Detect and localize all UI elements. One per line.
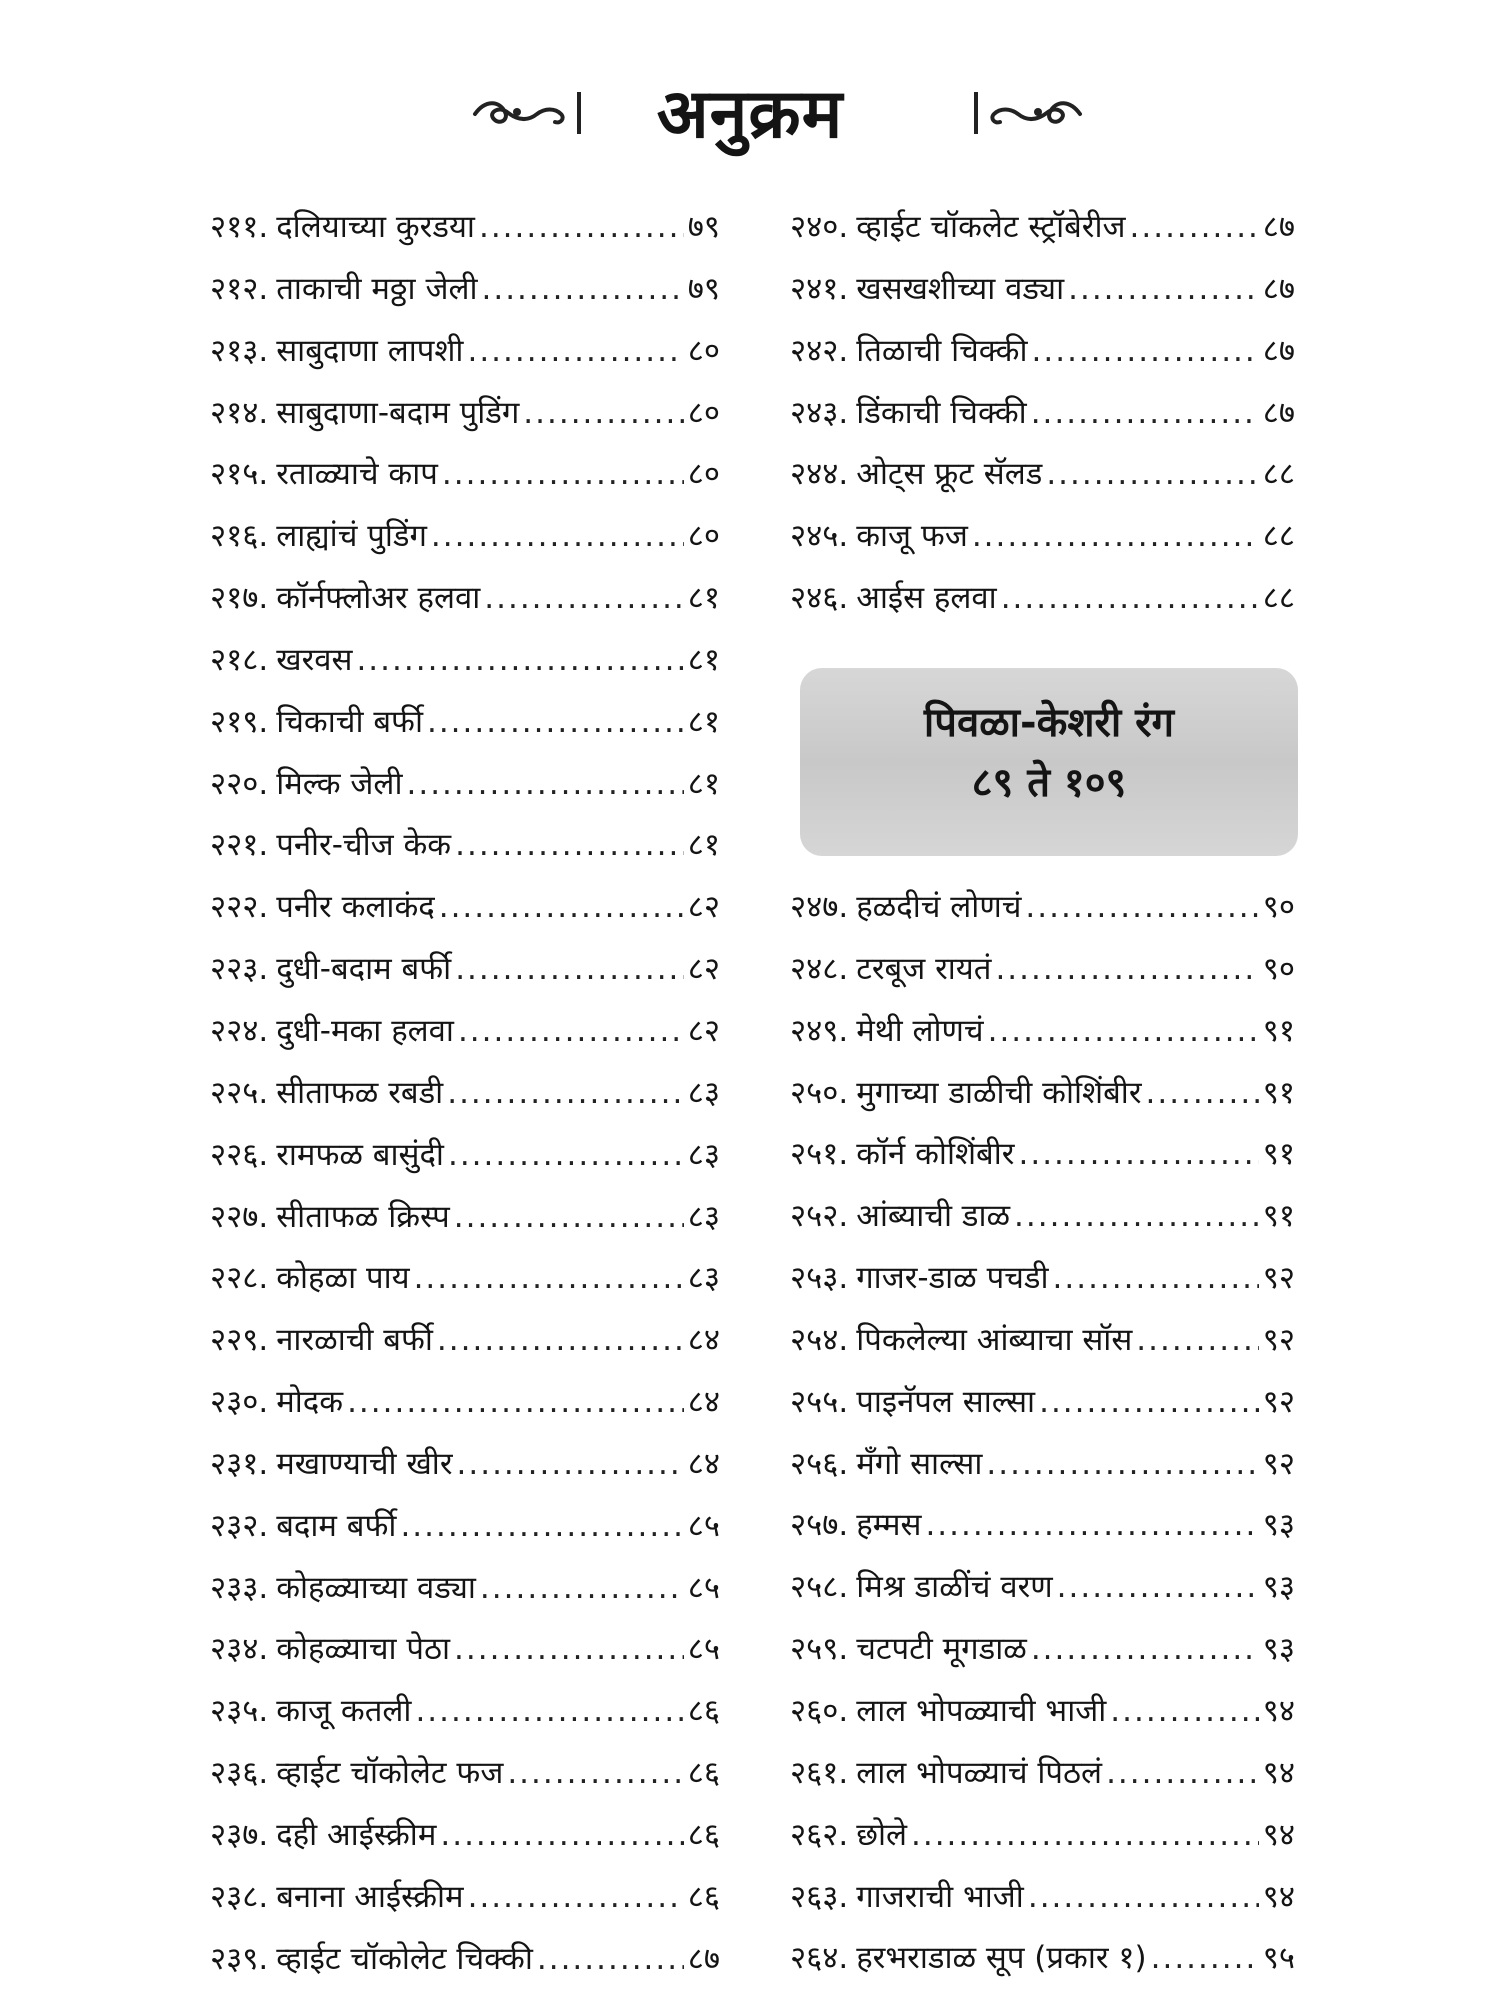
entry-page-number: ८० — [687, 456, 720, 493]
entry-title: काजू कतली — [276, 1693, 412, 1730]
dot-leader — [1046, 456, 1258, 492]
toc-entry — [790, 885, 1295, 947]
entry-number: २३७. — [210, 1816, 269, 1853]
entry-title: पनीर कलाकंद — [276, 889, 435, 926]
dot-leader — [1136, 1322, 1258, 1358]
toc-entry — [210, 885, 720, 947]
entry-number: २२३. — [210, 951, 269, 988]
dot-leader — [406, 766, 683, 802]
toc-entry — [790, 1503, 1295, 1565]
entry-page-number: ९१ — [1262, 1074, 1295, 1111]
dot-leader — [400, 1508, 683, 1544]
entry-page-number: ९० — [1262, 889, 1295, 925]
toc-entry — [790, 1009, 1295, 1071]
entry-page-number: ८३ — [687, 1198, 720, 1235]
toc-entry — [790, 514, 1295, 576]
entry-page-number: ८४ — [687, 1384, 720, 1421]
entry-number: २२४. — [210, 1012, 269, 1049]
dot-leader — [1025, 889, 1258, 925]
entry-number: २४८. — [790, 950, 849, 987]
entry-title: डिंकाची चिक्की — [856, 394, 1027, 431]
toc-entry — [210, 1256, 720, 1318]
toc-entry — [790, 452, 1295, 514]
toc-entry — [790, 1751, 1295, 1813]
entry-number: २३२. — [210, 1507, 269, 1544]
entry-title: कॉर्नफ्लोअर हलवा — [276, 580, 481, 617]
toc-entry — [210, 391, 720, 453]
toc-entry — [790, 1689, 1295, 1751]
entry-number: २३३. — [210, 1569, 269, 1606]
entry-page-number: ८६ — [687, 1755, 720, 1792]
entry-title: दलियाच्या कुरडया — [276, 209, 475, 245]
dot-leader — [467, 333, 683, 369]
entry-title: ओट्स फ्रूट सॅलड — [856, 456, 1043, 493]
dot-leader — [437, 1322, 684, 1358]
dot-leader — [482, 271, 684, 307]
dot-leader — [1031, 1631, 1259, 1667]
entry-number: २४३. — [790, 394, 849, 431]
toc-entry — [790, 1936, 1295, 1998]
entry-number: २११. — [210, 209, 269, 245]
entry-title: मिल्क जेली — [276, 765, 403, 802]
entry-title: कोहळ्याच्या वड्या — [276, 1569, 476, 1606]
left-ornament-icon — [465, 82, 585, 142]
left-column — [210, 205, 720, 1998]
toc-entry — [790, 1442, 1295, 1504]
dot-leader — [1110, 1693, 1258, 1729]
toc-entry — [790, 329, 1295, 391]
dot-leader — [972, 518, 1259, 554]
entry-title: सीताफळ रबडी — [276, 1074, 444, 1111]
entry-number: २२८. — [210, 1260, 269, 1297]
entry-title: मेथी लोणचं — [856, 1012, 984, 1049]
dot-leader — [988, 1013, 1259, 1049]
entry-page-number: ८८ — [1262, 518, 1295, 555]
toc-entry — [790, 1318, 1295, 1380]
dot-leader — [1053, 1260, 1259, 1296]
entry-title: बदाम बर्फी — [276, 1507, 397, 1544]
toc-entry — [210, 1751, 720, 1813]
entry-title: आईस हलवा — [856, 580, 997, 617]
entry-title: हम्मस — [856, 1507, 922, 1544]
dot-leader — [479, 209, 684, 245]
toc-entry — [790, 205, 1295, 267]
dot-leader — [1014, 1198, 1259, 1234]
entry-number: २४९. — [790, 1012, 849, 1049]
toc-entry — [210, 1195, 720, 1257]
entry-number: २६१. — [790, 1754, 849, 1791]
entry-page-number: ९४ — [1262, 1816, 1295, 1853]
dot-leader — [1032, 333, 1259, 369]
entry-number: २६४. — [790, 1940, 849, 1977]
entry-number: २५१. — [790, 1136, 849, 1173]
entry-number: २२२. — [210, 889, 269, 926]
entry-number: २५९. — [790, 1631, 849, 1668]
toc-entry — [210, 1133, 720, 1195]
entry-title: टरबूज रायतं — [856, 950, 992, 987]
right-column-top — [790, 205, 1295, 638]
entry-number: २२६. — [210, 1136, 269, 1173]
entry-page-number: ८२ — [687, 951, 720, 988]
entry-page-number: ८४ — [687, 1322, 720, 1359]
entry-page-number: ८१ — [687, 827, 720, 864]
entry-title: साबुदाणा-बदाम पुडिंग — [276, 394, 520, 431]
toc-entry — [210, 1627, 720, 1689]
entry-page-number: ८० — [687, 518, 720, 555]
entry-number: २१४. — [210, 394, 269, 431]
toc-entry — [210, 576, 720, 638]
entry-number: २३५. — [210, 1693, 269, 1730]
entry-page-number: ८६ — [687, 1878, 720, 1915]
dot-leader — [468, 1879, 684, 1915]
entry-page-number: ८८ — [1262, 456, 1295, 493]
toc-entry — [790, 267, 1295, 329]
entry-number: २५८. — [790, 1569, 849, 1606]
entry-page-number: ९० — [1262, 950, 1295, 987]
entry-title: चिकाची बर्फी — [276, 703, 423, 740]
entry-number: २५६. — [790, 1445, 849, 1482]
entry-number: २४४. — [790, 456, 849, 493]
entry-title: साबुदाणा लापशी — [276, 332, 464, 369]
toc-entry — [210, 1504, 720, 1566]
entry-page-number: ८६ — [687, 1816, 720, 1853]
dot-leader — [447, 1075, 684, 1111]
entry-number: २३८. — [210, 1878, 269, 1915]
entry-page-number: ८६ — [687, 1693, 720, 1730]
dot-leader — [484, 580, 683, 616]
entry-page-number: ९५ — [1262, 1940, 1295, 1977]
toc-entry — [210, 1813, 720, 1875]
entry-page-number: ९१ — [1262, 1198, 1295, 1235]
toc-entry — [790, 576, 1295, 638]
entry-title: मखाण्याची खीर — [276, 1445, 453, 1482]
entry-title: गाजराची भाजी — [856, 1878, 1024, 1915]
dot-leader — [1068, 271, 1259, 307]
dot-leader — [1057, 1569, 1259, 1605]
entry-page-number: ९३ — [1262, 1507, 1295, 1544]
entry-page-number: ९२ — [1262, 1445, 1295, 1482]
dot-leader — [448, 1137, 684, 1173]
entry-page-number: ८३ — [687, 1260, 720, 1297]
toc-entry — [210, 1442, 720, 1504]
entry-number: २१५. — [210, 456, 269, 493]
entry-number: २५५. — [790, 1383, 849, 1420]
entry-page-number: ८२ — [687, 1012, 720, 1049]
entry-title: पाइनॅपल साल्सा — [856, 1383, 1036, 1420]
entry-title: सीताफळ क्रिस्प — [276, 1198, 450, 1235]
entry-title: व्हाईट चॉकलेट स्ट्रॉबेरीज — [856, 209, 1126, 245]
entry-page-number: ८७ — [1262, 332, 1295, 369]
entry-number: २४०. — [790, 209, 849, 245]
entry-number: २२०. — [210, 765, 269, 802]
dot-leader — [442, 456, 684, 492]
entry-page-number: ९३ — [1262, 1631, 1295, 1668]
dot-leader — [537, 1941, 684, 1977]
right-ornament-icon — [970, 82, 1090, 142]
entry-number: २२९. — [210, 1322, 269, 1359]
entry-page-number: ८० — [687, 394, 720, 431]
toc-entry — [210, 514, 720, 576]
entry-title: काजू फज — [856, 518, 968, 555]
dot-leader — [1130, 209, 1259, 245]
dot-leader — [911, 1817, 1259, 1853]
entry-page-number: ८१ — [687, 641, 720, 678]
dot-leader — [1146, 1075, 1259, 1111]
entry-title: मिश्र डाळींचं वरण — [856, 1569, 1053, 1606]
dot-leader — [523, 395, 683, 431]
entry-title: मोदक — [276, 1384, 344, 1421]
toc-entry — [210, 1689, 720, 1751]
entry-page-number: ८४ — [687, 1445, 720, 1482]
entry-title: मुगाच्या डाळीची कोशिंबीर — [856, 1074, 1142, 1111]
entry-page-number: ९४ — [1262, 1878, 1295, 1915]
toc-entry — [210, 205, 720, 267]
entry-page-number: ९४ — [1262, 1692, 1295, 1729]
dot-leader — [431, 518, 684, 554]
entry-page-number: ९४ — [1262, 1754, 1295, 1791]
entry-number: २४५. — [790, 518, 849, 555]
entry-number: २३१. — [210, 1445, 269, 1482]
entry-number: २२१. — [210, 827, 269, 864]
page-title: अनुक्रम — [656, 75, 844, 154]
dot-leader — [986, 1446, 1258, 1482]
entry-number: २६०. — [790, 1692, 849, 1729]
dot-leader — [1001, 580, 1259, 616]
entry-page-number: ९२ — [1262, 1383, 1295, 1420]
dot-leader — [455, 827, 684, 863]
toc-entry — [210, 1009, 720, 1071]
toc-entry — [210, 1937, 720, 1999]
entry-page-number: ७९ — [687, 209, 720, 245]
entry-number: २३४. — [210, 1631, 269, 1668]
entry-title: पनीर-चीज केक — [276, 827, 452, 864]
toc-entry — [790, 1875, 1295, 1937]
section-page-range: ८९ ते १०९ — [971, 760, 1127, 806]
toc-entry — [790, 1380, 1295, 1442]
entry-title: दुधी-मका हलवा — [276, 1012, 454, 1049]
dot-leader — [925, 1507, 1258, 1543]
entry-number: २५४. — [790, 1321, 849, 1358]
toc-entry — [790, 1813, 1295, 1875]
entry-title: चटपटी मूगडाळ — [856, 1631, 1027, 1668]
entry-title: बनाना आईस्क्रीम — [276, 1878, 464, 1915]
toc-entry — [790, 1071, 1295, 1133]
toc-entry — [210, 1380, 720, 1442]
toc-entry — [210, 1566, 720, 1628]
entry-page-number: ९२ — [1262, 1260, 1295, 1297]
entry-title: लाल भोपळ्याचं पिठलं — [856, 1754, 1103, 1791]
entry-title: हळदीचं लोणचं — [856, 889, 1022, 925]
entry-title: लाल भोपळ्याची भाजी — [856, 1692, 1107, 1729]
toc-entry — [790, 1565, 1295, 1627]
dot-leader — [995, 951, 1258, 987]
dot-leader — [414, 1260, 684, 1296]
page-header — [0, 60, 1500, 170]
dot-leader — [454, 1631, 684, 1667]
entry-title: गाजर-डाळ पचडी — [856, 1260, 1049, 1297]
toc-entry — [210, 452, 720, 514]
entry-page-number: ९३ — [1262, 1569, 1295, 1606]
section-title: पिवळा-केशरी रंग — [923, 700, 1175, 746]
toc-entry — [210, 638, 720, 700]
entry-number: २३९. — [210, 1940, 269, 1977]
entry-title: ताकाची मठ्ठा जेली — [276, 270, 478, 307]
entry-title: दही आईस्क्रीम — [276, 1816, 437, 1853]
dot-leader — [1106, 1755, 1259, 1791]
section-heading-box — [800, 668, 1298, 856]
entry-number: २१३. — [210, 332, 269, 369]
toc-entry — [790, 947, 1295, 1009]
toc-entry — [210, 700, 720, 762]
dot-leader — [480, 1570, 684, 1606]
dot-leader — [1151, 1940, 1259, 1976]
entry-number: २४१. — [790, 270, 849, 307]
entry-page-number: ८३ — [687, 1136, 720, 1173]
entry-number: २१२. — [210, 270, 269, 307]
toc-entry — [790, 1132, 1295, 1194]
entry-number: २५७. — [790, 1507, 849, 1544]
entry-page-number: ८५ — [687, 1631, 720, 1668]
entry-number: २३०. — [210, 1384, 269, 1421]
entry-title: हरभराडाळ सूप (प्रकार १) — [856, 1940, 1147, 1977]
entry-page-number: ८७ — [1262, 209, 1295, 245]
toc-entry — [790, 1256, 1295, 1318]
toc-entry — [790, 391, 1295, 453]
entry-title: तिळाची चिक्की — [856, 332, 1028, 369]
entry-number: २१६. — [210, 518, 269, 555]
entry-page-number: ८५ — [687, 1569, 720, 1606]
dot-leader — [457, 1446, 684, 1482]
toc-entry — [790, 1627, 1295, 1689]
entry-number: २४७. — [790, 889, 849, 925]
entry-title: व्हाईट चॉकोलेट चिक्की — [276, 1940, 533, 1977]
entry-number: २१८. — [210, 641, 269, 678]
toc-entry — [210, 1875, 720, 1937]
entry-title: आंब्याची डाळ — [856, 1198, 1011, 1235]
entry-title: खसखशीच्या वड्या — [856, 270, 1065, 307]
dot-leader — [427, 704, 684, 740]
entry-title: छोले — [856, 1816, 907, 1853]
entry-page-number: ८० — [687, 332, 720, 369]
dot-leader — [439, 889, 684, 925]
entry-title: रामफळ बासुंदी — [276, 1136, 444, 1173]
entry-title: खरवस — [276, 641, 353, 678]
dot-leader — [356, 642, 683, 678]
entry-page-number: ८८ — [1262, 580, 1295, 617]
dot-leader — [458, 1013, 684, 1049]
entry-page-number: ९२ — [1262, 1321, 1295, 1358]
entry-title: नारळाची बर्फी — [276, 1322, 433, 1359]
entry-number: २४६. — [790, 580, 849, 617]
entry-title: पिकलेल्या आंब्याचा सॉस — [856, 1321, 1133, 1358]
entry-number: २६३. — [790, 1878, 849, 1915]
right-column-bottom — [790, 885, 1295, 1998]
entry-number: २५०. — [790, 1074, 849, 1111]
entry-page-number: ८३ — [687, 1074, 720, 1111]
toc-entry — [210, 947, 720, 1009]
entry-title: कोहळा पाय — [276, 1260, 410, 1297]
entry-title: दुधी-बदाम बर्फी — [276, 951, 452, 988]
entry-page-number: ८७ — [1262, 270, 1295, 307]
entry-title: कॉर्न कोशिंबीर — [856, 1136, 1015, 1173]
dot-leader — [1028, 1879, 1259, 1915]
entry-number: २५२. — [790, 1198, 849, 1235]
entry-page-number: ९१ — [1262, 1012, 1295, 1049]
toc-entry — [210, 329, 720, 391]
entry-page-number: ८१ — [687, 703, 720, 740]
entry-page-number: ८५ — [687, 1507, 720, 1544]
entry-number: २५३. — [790, 1260, 849, 1297]
dot-leader — [415, 1693, 683, 1729]
toc-entry — [210, 762, 720, 824]
entry-number: २२७. — [210, 1198, 269, 1235]
toc-entry — [210, 267, 720, 329]
entry-page-number: ८१ — [687, 765, 720, 802]
entry-number: २६२. — [790, 1816, 849, 1853]
entry-number: २३६. — [210, 1755, 269, 1792]
entry-page-number: ८१ — [687, 580, 720, 617]
dot-leader — [455, 951, 684, 987]
entry-title: मँगो साल्सा — [856, 1445, 983, 1482]
dot-leader — [507, 1755, 683, 1791]
dot-leader — [1018, 1136, 1258, 1172]
entry-page-number: ८७ — [1262, 394, 1295, 431]
toc-entry — [210, 1318, 720, 1380]
entry-title: लाह्यांचं पुडिंग — [276, 518, 427, 555]
toc-entry — [210, 1071, 720, 1133]
entry-number: २१९. — [210, 703, 269, 740]
dot-leader — [1031, 395, 1259, 431]
entry-page-number: ९१ — [1262, 1136, 1295, 1173]
entry-number: २४२. — [790, 332, 849, 369]
entry-number: २१७. — [210, 580, 269, 617]
dot-leader — [440, 1817, 683, 1853]
entry-number: २२५. — [210, 1074, 269, 1111]
entry-title: व्हाईट चॉकोलेट फज — [276, 1755, 504, 1792]
entry-title: कोहळ्याचा पेठा — [276, 1631, 451, 1668]
toc-entry — [790, 1194, 1295, 1256]
entry-page-number: ८७ — [687, 1940, 720, 1977]
toc-entry — [210, 823, 720, 885]
dot-leader — [1039, 1384, 1259, 1420]
entry-page-number: ७९ — [687, 270, 720, 307]
entry-page-number: ८२ — [687, 889, 720, 926]
entry-title: रताळ्याचे काप — [276, 456, 438, 493]
dot-leader — [454, 1199, 684, 1235]
dot-leader — [347, 1384, 684, 1420]
